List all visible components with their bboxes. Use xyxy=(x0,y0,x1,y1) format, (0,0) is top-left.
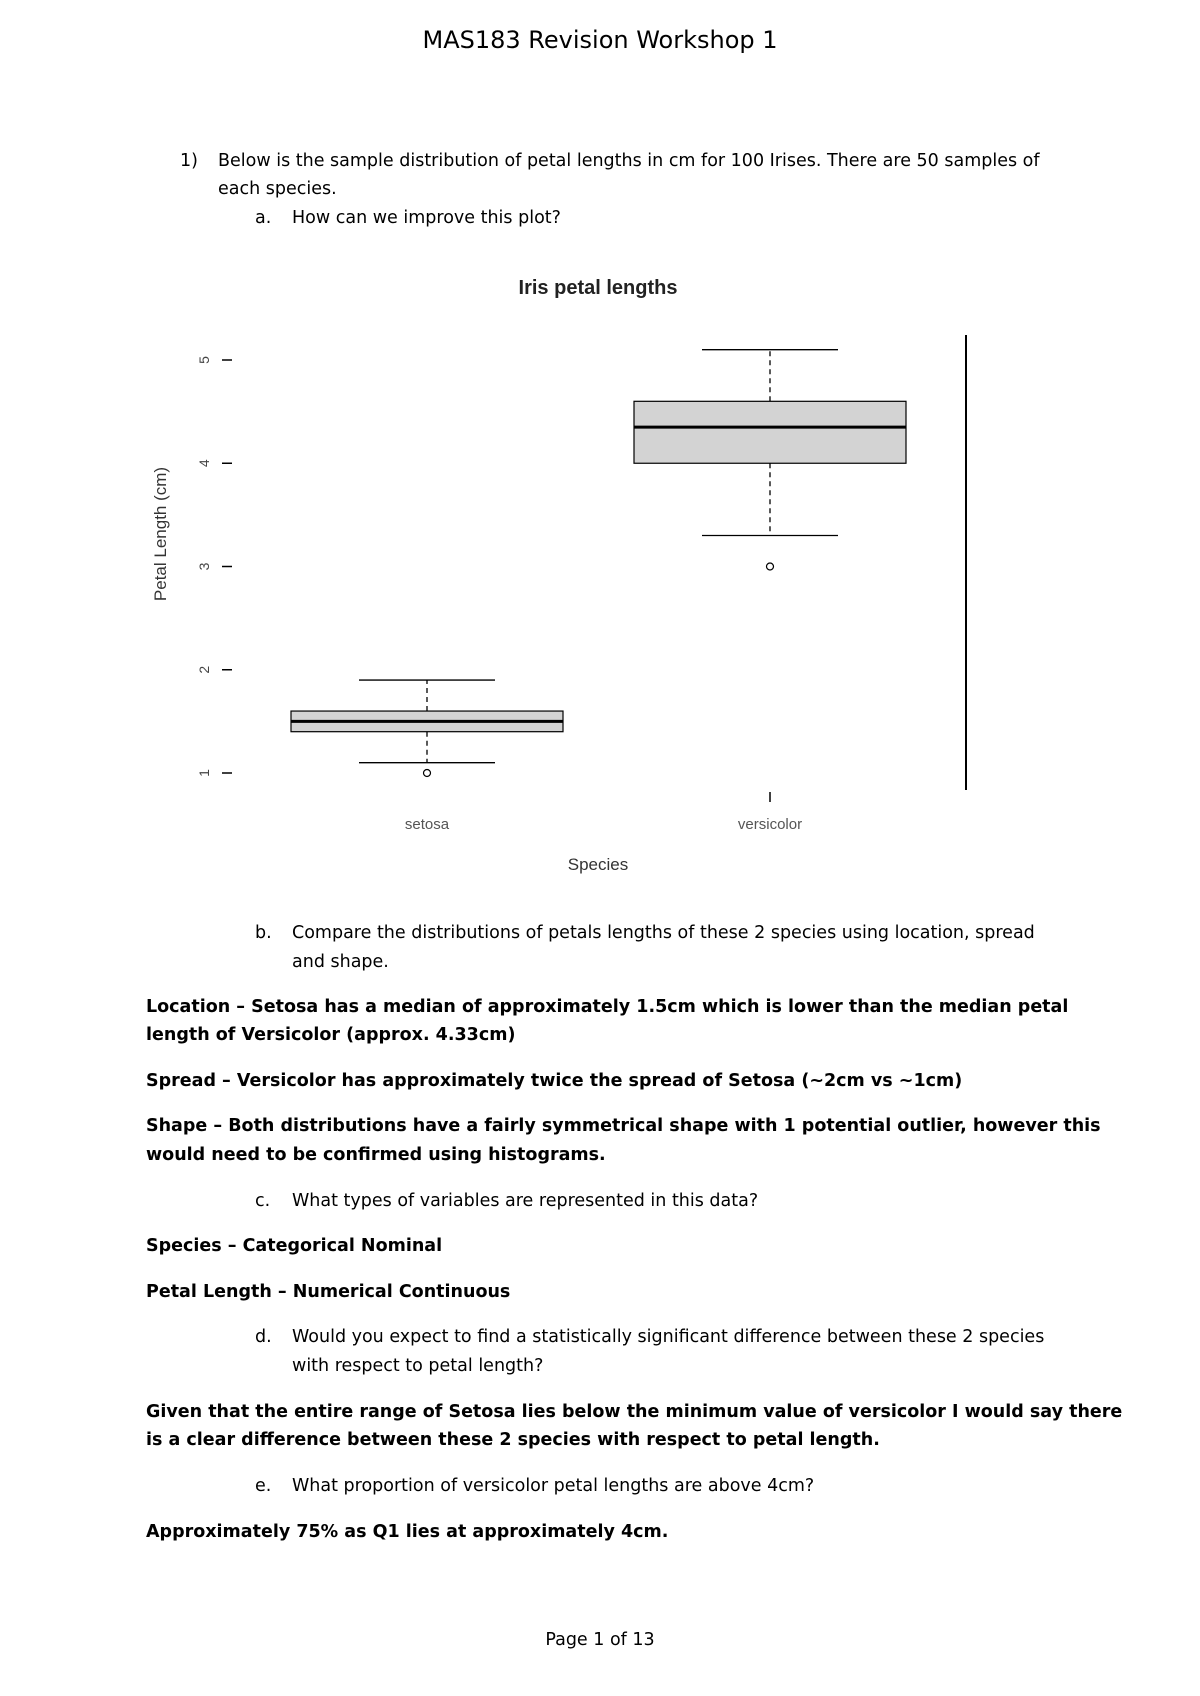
x-tick-label-versicolor: versicolor xyxy=(737,816,803,833)
y-tick-label: 2 xyxy=(196,665,212,674)
y-tick-label: 1 xyxy=(196,769,212,777)
part-e-text: What proportion of versicolor petal lengths are above 4cm? xyxy=(292,1476,815,1496)
part-a-text: How can we improve this plot? xyxy=(292,208,561,228)
answer-location-line2: length of Versicolor (approx. 4.33cm) xyxy=(146,1025,516,1045)
part-b-label: b. xyxy=(255,923,272,943)
boxes xyxy=(291,350,906,777)
y-tick-label: 4 xyxy=(196,459,212,468)
part-b-line1: Compare the distributions of petals lengths of these 2 species using location, spread xyxy=(292,923,1035,943)
y-axis-label: Petal Length (cm) xyxy=(151,466,170,602)
part-c-label: c. xyxy=(255,1191,271,1211)
question-intro-line1: Below is the sample distribution of petal lengths in cm for 100 Irises. There are 50 samples of xyxy=(218,151,1040,171)
answer-proportion: Approximately 75% as Q1 lies at approximately 4cm. xyxy=(146,1522,669,1542)
y-tick-label: 5 xyxy=(196,356,212,364)
x-axis xyxy=(405,792,802,833)
question-intro-line2: each species. xyxy=(218,179,337,199)
chart-title: Iris petal lengths xyxy=(518,277,678,299)
answer-shape-line2: would need to be confirmed using histograms. xyxy=(146,1145,606,1165)
part-a-label: a. xyxy=(255,208,272,228)
part-e-label: e. xyxy=(255,1476,272,1496)
answer-difference-line1: Given that the entire range of Setosa lies below the minimum value of versicolor I would say there xyxy=(146,1402,1123,1422)
part-d-line2: with respect to petal length? xyxy=(292,1356,544,1376)
part-c-text: What types of variables are represented in this data? xyxy=(292,1191,759,1211)
box-setosa xyxy=(291,680,563,776)
part-d-label: d. xyxy=(255,1327,272,1347)
box-versicolor xyxy=(634,350,906,570)
answer-difference-line2: is a clear difference between these 2 species with respect to petal length. xyxy=(146,1430,880,1450)
answer-spread: Spread – Versicolor has approximately twice the spread of Setosa (~2cm vs ~1cm) xyxy=(146,1071,963,1091)
outlier-point xyxy=(767,563,774,570)
question-number: 1) xyxy=(180,151,198,171)
x-tick-label-setosa: setosa xyxy=(404,816,450,833)
answer-species: Species – Categorical Nominal xyxy=(146,1236,443,1256)
page-footer: Page 1 of 13 xyxy=(545,1630,655,1650)
page-title: MAS183 Revision Workshop 1 xyxy=(422,26,778,54)
x-axis-label: Species xyxy=(567,855,629,874)
answer-shape-line1: Shape – Both distributions have a fairly symmetrical shape with 1 potential outlier, however this xyxy=(146,1116,1101,1136)
y-tick-label: 3 xyxy=(196,562,212,571)
answer-petal-length: Petal Length – Numerical Continuous xyxy=(146,1282,511,1302)
box-iqr xyxy=(634,401,906,463)
boxplot-chart xyxy=(0,270,1200,890)
outlier-point xyxy=(424,770,431,777)
y-axis xyxy=(196,356,232,777)
answer-location-line1: Location – Setosa has a median of approximately 1.5cm which is lower than the median petal xyxy=(146,997,1069,1017)
part-b-line2: and shape. xyxy=(292,952,389,972)
part-d-line1: Would you expect to find a statistically significant difference between these 2 species xyxy=(292,1327,1045,1347)
